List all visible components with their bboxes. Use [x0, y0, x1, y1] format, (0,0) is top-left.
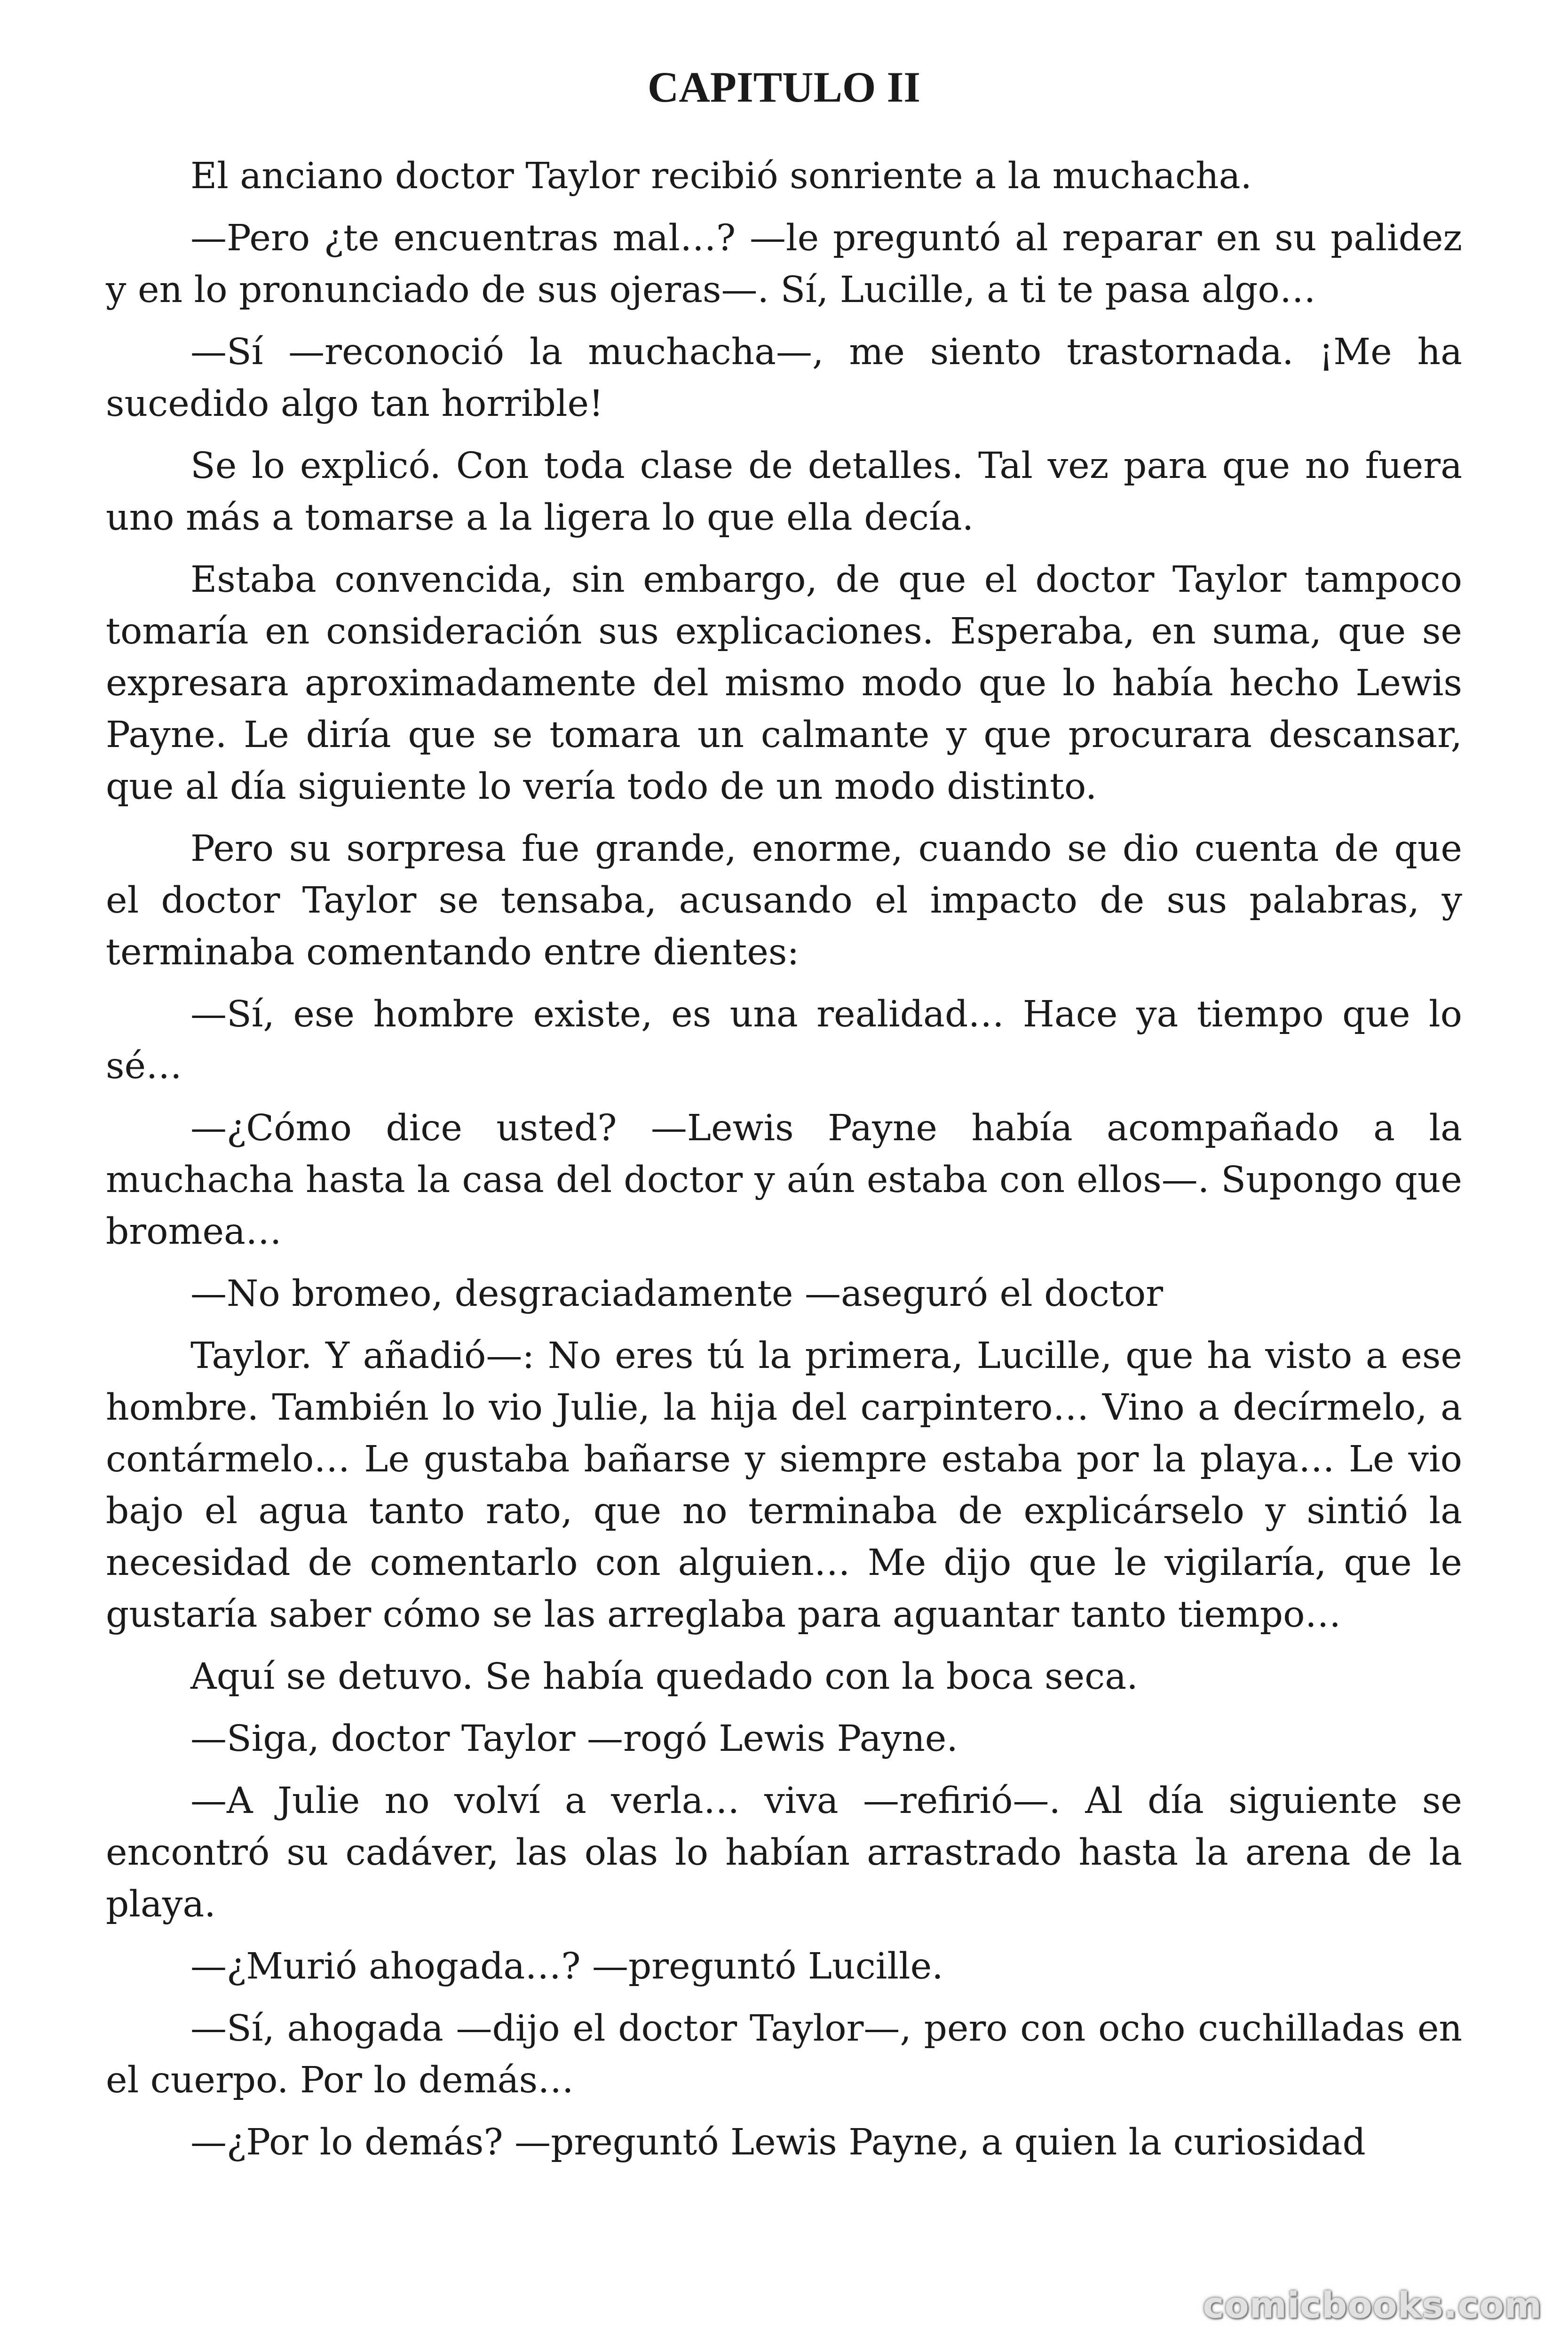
- paragraph: Aquí se detuvo. Se había quedado con la boca seca.: [190, 1656, 1138, 1698]
- paragraph: Pero su sorpresa fue grande, enorme, cuando se dio cuenta de que el doctor Taylor se tensaba, acusando el impacto de sus palabras, y terminaba comentando entre dientes:: [106, 828, 1462, 974]
- paragraph: —Siga, doctor Taylor —rogó Lewis Payne.: [190, 1718, 958, 1760]
- paragraph: —¿Murió ahogada…? —preguntó Lucille.: [190, 1946, 943, 1988]
- paragraph: —Pero ¿te encuentras mal…? —le preguntó al reparar en su palidez y en lo pronunciado de sus ojeras—. Sí, Lucille, a ti te pasa algo…: [106, 217, 1462, 311]
- book-page: [106, 61, 1462, 2179]
- paragraph: Se lo explicó. Con toda clase de detalles. Tal vez para que no fuera uno más a tomarse a la ligera lo que ella decía.: [106, 445, 1462, 539]
- chapter-body: [106, 151, 1462, 2169]
- paragraph: El anciano doctor Taylor recibió sonriente a la muchacha.: [190, 155, 1252, 198]
- paragraph: —Sí, ahogada —dijo el doctor Taylor—, pero con ocho cuchilladas en el cuerpo. Por lo demás…: [106, 2008, 1462, 2102]
- paragraph: —No bromeo, desgraciadamente —aseguró el doctor: [190, 1273, 1164, 1315]
- paragraph: —¿Por lo demás? —preguntó Lewis Payne, a quien la curiosidad: [190, 2122, 1366, 2164]
- paragraph: Taylor. Y añadió—: No eres tú la primera, Lucille, que ha visto a ese hombre. También lo vio Julie, la hija del carpintero… Vino a decírmelo, a contármelo… Le gustaba bañarse y siempre estaba por la playa… Le vio bajo el agua tanto rato, que no terminaba de explicárselo y sintió la necesidad de comentarlo con alguien… Me dijo que le vigilaría, que le gustaría saber cómo se las arreglaba para aguantar tanto tiempo…: [106, 1335, 1462, 1636]
- paragraph: Estaba convencida, sin embargo, de que el doctor Taylor tampoco tomaría en consideración sus explicaciones. Esperaba, en suma, que se expresara aproximadamente del mismo modo que lo había hecho Lewis Payne. Le diría que se tomara un calmante y que procurara descansar, que al día siguiente lo vería todo de un modo distinto.: [106, 559, 1462, 808]
- chapter-title: CAPITULO II: [647, 63, 921, 111]
- paragraph: —Sí —reconoció la muchacha—, me siento trastornada. ¡Me ha sucedido algo tan horrible!: [106, 331, 1462, 425]
- site-watermark: comicbooks.com: [1203, 2284, 1542, 2326]
- paragraph: —¿Cómo dice usted? —Lewis Payne había acompañado a la muchacha hasta la casa del doctor y aún estaba con ellos—. Supongo que bromea…: [106, 1107, 1462, 1253]
- paragraph: —A Julie no volví a verla… viva —refirió—. Al día siguiente se encontró su cadáver, las olas lo habían arrastrado hasta la arena de la playa.: [106, 1780, 1462, 1926]
- paragraph: —Sí, ese hombre existe, es una realidad… Hace ya tiempo que lo sé…: [106, 993, 1462, 1088]
